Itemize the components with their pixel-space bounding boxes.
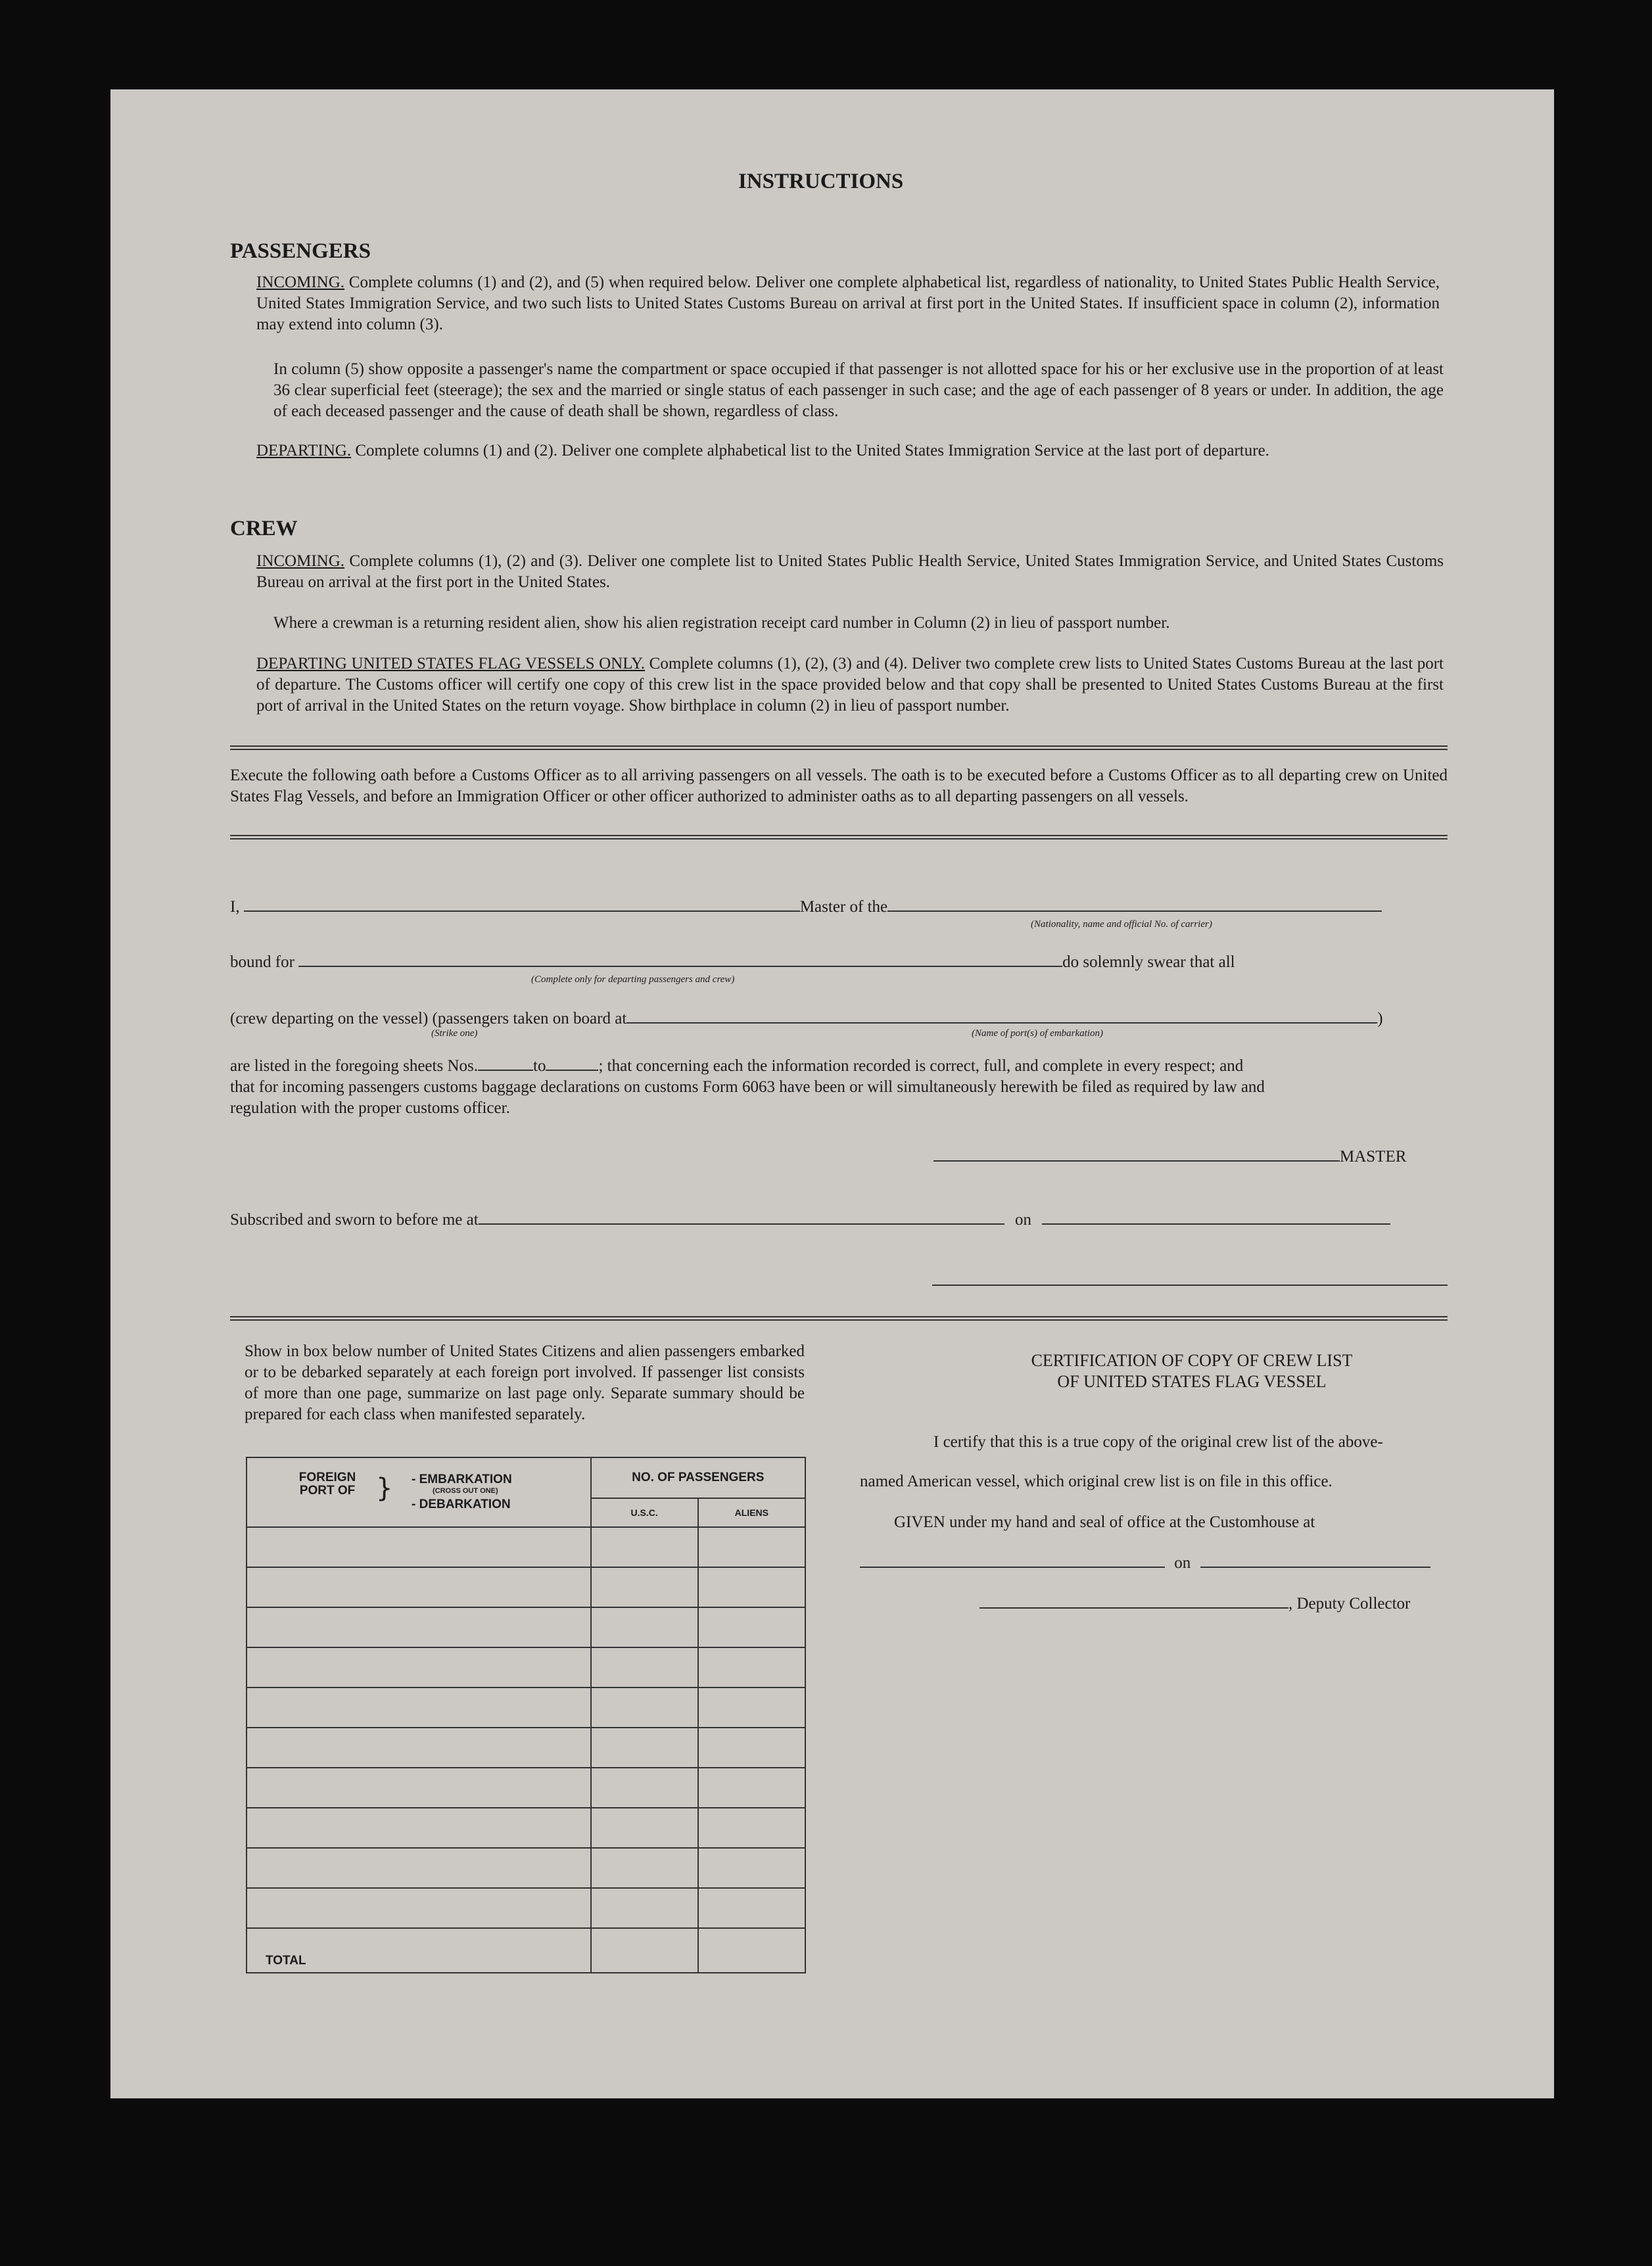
aliens-cell[interactable] bbox=[698, 1647, 805, 1688]
port-cell[interactable] bbox=[247, 1848, 591, 1888]
section-divider bbox=[230, 745, 1448, 750]
oath-listed-line2: that for incoming passengers customs baggage declarations on customs Form 6063 have been or will simultaneously herewith be filed as required by law and bbox=[230, 1078, 1265, 1096]
master-name-field[interactable] bbox=[244, 909, 800, 912]
passengers-incoming-label: INCOMING. bbox=[256, 273, 345, 291]
listed-rest: ; that concerning each the information recorded is correct, full, and complete in every respect; and bbox=[598, 1057, 1244, 1075]
sworn-place-field[interactable] bbox=[479, 1222, 1004, 1225]
table-row bbox=[247, 1567, 805, 1607]
crew-departing-instruction bbox=[256, 653, 1444, 717]
oath-line-bound bbox=[230, 952, 1448, 973]
sworn-date-field[interactable] bbox=[1042, 1222, 1390, 1225]
carrier-field[interactable] bbox=[887, 909, 1382, 912]
usc-header: U.S.C. bbox=[591, 1498, 698, 1527]
usc-cell[interactable] bbox=[591, 1888, 698, 1928]
table-row bbox=[247, 1647, 805, 1688]
port-cell[interactable] bbox=[247, 1527, 591, 1567]
port-cell[interactable] bbox=[247, 1607, 591, 1647]
crew-alien-instruction: Where a crewman is a returning resident alien, show his alien registration receipt card number in Column (2) in lieu of passport number. bbox=[273, 614, 1170, 632]
customhouse-date-field[interactable] bbox=[1200, 1565, 1430, 1568]
oath-line-embark bbox=[230, 1008, 1453, 1029]
aliens-cell[interactable] bbox=[698, 1728, 805, 1768]
port-cell[interactable] bbox=[247, 1567, 591, 1607]
master-signature-line bbox=[933, 1146, 1406, 1168]
foreign-port-label: FOREIGN PORT OF bbox=[298, 1471, 356, 1498]
swear-label: do solemnly swear that all bbox=[1062, 953, 1235, 971]
oath-instruction: Execute the following oath before a Customs Officer as to all arriving passengers on all vessels. The oath is to be executed before a Customs Officer as to all departing crew on United States Flag Vessels, and before an Immigration Officer or other officer authorized to administer oaths as to all departing passengers on all vessels. bbox=[230, 767, 1448, 805]
oath-line-master bbox=[230, 897, 1448, 918]
oath-listed-text bbox=[230, 1056, 1448, 1119]
officer-signature-field[interactable] bbox=[932, 1285, 1448, 1286]
given-line: GIVEN under my hand and seal of office at the Customhouse at bbox=[894, 1513, 1315, 1531]
total-label: TOTAL bbox=[247, 1928, 591, 1973]
usc-cell[interactable] bbox=[591, 1848, 698, 1888]
passengers-taken-option[interactable]: (passengers taken on board at bbox=[432, 1010, 627, 1027]
form-page bbox=[110, 89, 1554, 2098]
debarkation-label[interactable]: - DEBARKATION bbox=[412, 1498, 511, 1511]
passengers-departing-instruction bbox=[256, 440, 1444, 461]
aliens-cell[interactable] bbox=[698, 1567, 805, 1607]
aliens-cell[interactable] bbox=[698, 1768, 805, 1808]
passengers-heading: PASSENGERS bbox=[230, 239, 371, 263]
bound-for-label: bound for bbox=[230, 953, 295, 971]
sheet-from-field[interactable] bbox=[478, 1068, 533, 1071]
close-paren: ) bbox=[1377, 1010, 1383, 1027]
deputy-signature-field[interactable] bbox=[979, 1606, 1288, 1609]
summary-instruction: Show in box below number of United States Citizens and alien passengers embarked or to be debarked separately at each foreign port involved. If passenger list consists of more than one page, summarize on last page only. Separate summary should be prepared for each class when manifested separately. bbox=[245, 1342, 805, 1423]
usc-cell[interactable] bbox=[591, 1567, 698, 1607]
section-divider bbox=[230, 835, 1448, 839]
port-header-cell bbox=[247, 1457, 591, 1527]
usc-cell[interactable] bbox=[591, 1688, 698, 1728]
table-row bbox=[247, 1728, 805, 1768]
usc-cell[interactable] bbox=[591, 1768, 698, 1808]
aliens-cell[interactable] bbox=[698, 1527, 805, 1567]
passenger-summary-table bbox=[246, 1457, 806, 1973]
table-row bbox=[247, 1848, 805, 1888]
departing-note: (Complete only for departing passengers and crew) bbox=[531, 974, 735, 985]
table-row bbox=[247, 1527, 805, 1567]
crew-departing-label: DEPARTING UNITED STATES FLAG VESSELS ONLY. bbox=[256, 655, 646, 673]
deputy-collector-line bbox=[979, 1593, 1410, 1615]
subscribed-label: Subscribed and sworn to before me at bbox=[230, 1211, 479, 1229]
passengers-departing-text: Complete columns (1) and (2). Deliver one complete alphabetical list to the United States Immigration Service at the last port of departure. bbox=[355, 442, 1269, 460]
brace-icon: } bbox=[376, 1473, 393, 1503]
master-of-label: Master of the bbox=[799, 898, 888, 916]
usc-cell[interactable] bbox=[591, 1607, 698, 1647]
aliens-cell[interactable] bbox=[698, 1848, 805, 1888]
certify-line2: named American vessel, which original crew list is on file in this office. bbox=[860, 1473, 1333, 1490]
page-title: INSTRUCTIONS bbox=[738, 170, 904, 193]
certification-title bbox=[926, 1350, 1458, 1392]
subscribed-line bbox=[230, 1210, 1448, 1231]
customhouse-field[interactable] bbox=[860, 1565, 1165, 1568]
aliens-cell[interactable] bbox=[698, 1888, 805, 1928]
port-cell[interactable] bbox=[247, 1647, 591, 1688]
customhouse-on-label: on bbox=[1174, 1554, 1191, 1572]
crew-departing-option[interactable]: (crew departing on the vessel) bbox=[230, 1010, 429, 1027]
certification-title-line1: CERTIFICATION OF COPY OF CREW LIST bbox=[1031, 1351, 1353, 1370]
table-body bbox=[247, 1527, 805, 1928]
table-header-row bbox=[247, 1457, 805, 1498]
oath-listed-line1 bbox=[230, 1056, 1448, 1077]
oath-i-label: I, bbox=[230, 898, 240, 916]
usc-cell[interactable] bbox=[591, 1527, 698, 1567]
passengers-incoming-text: Complete columns (1) and (2), and (5) when required below. Deliver one complete alphabetical list, regardless of nationality, to United States Public Health Service, United States Immigration Service, and two such lists to United States Customs Bureau on arrival at first port in the United States. If insufficient space in column (2), information may extend into column (3). bbox=[256, 273, 1440, 333]
sworn-on-label: on bbox=[1014, 1211, 1031, 1229]
no-of-passengers-header: NO. OF PASSENGERS bbox=[591, 1457, 805, 1498]
port-cell[interactable] bbox=[247, 1808, 591, 1848]
passengers-incoming-instruction bbox=[256, 272, 1440, 335]
crew-incoming-instruction bbox=[256, 551, 1444, 593]
crew-heading: CREW bbox=[230, 517, 298, 540]
port-cell[interactable] bbox=[247, 1728, 591, 1768]
usc-cell[interactable] bbox=[591, 1728, 698, 1768]
aliens-cell[interactable] bbox=[698, 1808, 805, 1848]
total-aliens-cell[interactable] bbox=[698, 1928, 805, 1973]
aliens-cell[interactable] bbox=[698, 1688, 805, 1728]
carrier-note: (Nationality, name and official No. of carrier) bbox=[1031, 919, 1212, 930]
crew-incoming-label: INCOMING. bbox=[256, 552, 345, 570]
port-cell[interactable] bbox=[247, 1688, 591, 1728]
aliens-header: ALIENS bbox=[698, 1498, 805, 1527]
crew-departing-text: Complete columns (1), (2), (3) and (4). Deliver two complete crew lists to United States Customs Bureau at the last port of departure. The Customs officer will certify one copy of this crew list in the space provided below and that copy shall be presented to United States Customs Bureau at the first port of arrival in the United States on the return voyage. Show birthplace in column (2) in lieu of passport number. bbox=[256, 655, 1444, 715]
table-row bbox=[247, 1808, 805, 1848]
strike-one-note: (Strike one) bbox=[431, 1028, 478, 1039]
table-row bbox=[247, 1888, 805, 1928]
table-row bbox=[247, 1768, 805, 1808]
port-cell[interactable] bbox=[247, 1768, 591, 1808]
deputy-collector-label: , Deputy Collector bbox=[1288, 1595, 1411, 1613]
embarkation-label[interactable]: - EMBARKATION bbox=[412, 1473, 512, 1486]
table-row bbox=[247, 1688, 805, 1728]
total-row bbox=[247, 1928, 805, 1973]
section-divider bbox=[230, 1316, 1448, 1321]
table-row bbox=[247, 1607, 805, 1647]
passengers-departing-label: DEPARTING. bbox=[256, 442, 352, 460]
oath-listed-line3: regulation with the proper customs officer. bbox=[230, 1099, 510, 1117]
certify-line1: I certify that this is a true copy of the original crew list of the above- bbox=[933, 1433, 1383, 1451]
embarkation-note: (Name of port(s) of embarkation) bbox=[972, 1028, 1103, 1039]
aliens-cell[interactable] bbox=[698, 1607, 805, 1647]
usc-cell[interactable] bbox=[591, 1808, 698, 1848]
cross-out-label: (CROSS OUT ONE) bbox=[433, 1487, 498, 1495]
bound-for-field[interactable] bbox=[298, 964, 1062, 967]
certification-title-line2: OF UNITED STATES FLAG VESSEL bbox=[1057, 1372, 1327, 1391]
port-cell[interactable] bbox=[247, 1888, 591, 1928]
master-label: MASTER bbox=[1340, 1148, 1407, 1166]
customhouse-line bbox=[860, 1553, 1430, 1574]
master-signature-field[interactable] bbox=[933, 1159, 1340, 1162]
embarkation-port-field[interactable] bbox=[626, 1021, 1377, 1024]
passengers-column5-instruction: In column (5) show opposite a passenger's name the compartment or space occupied if that passenger is not allotted space for his or her exclusive use in the proportion of at least 36 clear superficial feet (steerage); the sex and the married or single status of each passenger in such case; and the age of each passenger of 8 years or under. In addition, the age of each deceased passenger and the cause of death shall be shown, regardless of class. bbox=[273, 360, 1444, 420]
listed-label: are listed in the foregoing sheets Nos. bbox=[230, 1057, 478, 1075]
usc-cell[interactable] bbox=[591, 1647, 698, 1688]
crew-incoming-text: Complete columns (1), (2) and (3). Deliver one complete list to United States Public Health Service, United States Immigration Service, and United States Customs Bureau on arrival at the first port in the United States. bbox=[256, 552, 1444, 591]
to-label: to bbox=[533, 1057, 546, 1075]
sheet-to-field[interactable] bbox=[546, 1068, 598, 1071]
total-usc-cell[interactable] bbox=[591, 1928, 698, 1973]
